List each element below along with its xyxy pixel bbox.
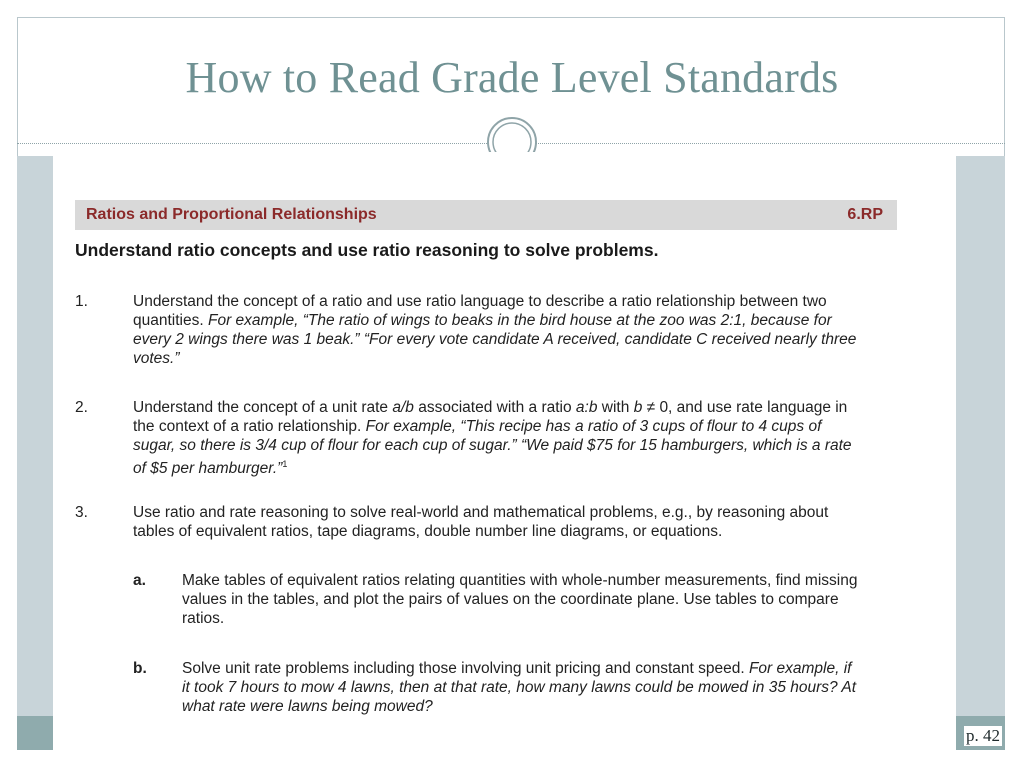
right-band	[956, 156, 1005, 716]
standard-text: with	[601, 399, 630, 416]
standard-text: Understand the concept of a ratio and use ratio language to describe a ratio relationship between two quantities.	[133, 293, 827, 329]
standard-3	[75, 503, 865, 541]
left-band	[17, 156, 53, 716]
slide-title: How to Read Grade Level Standards	[185, 53, 839, 102]
standard-text: Use ratio and rate reasoning to solve real-world and mathematical problems, e.g., by reasoning about tables of equivalent ratios, tape diagrams, double number line diagrams, or equations.	[133, 504, 829, 540]
page-reference: p. 42	[966, 726, 1000, 745]
standard-example: For example, “The ratio of wings to beaks in the bird house at the zoo was 2:1, because for every 2 wings there was 1 beak.” “For every vote candidate A received, candidate C received nearly three votes.”	[133, 312, 857, 367]
standard-3a	[133, 571, 863, 628]
variable: a/b	[392, 399, 414, 416]
standards-excerpt	[53, 156, 956, 750]
domain-title: Ratios and Proportional Relationships	[86, 206, 377, 223]
cluster-heading: Understand ratio concepts and use ratio reasoning to solve problems.	[75, 240, 659, 260]
substandard-text: Make tables of equivalent ratios relating quantities with whole-number measurements, find missing values in the tables, and plot the pairs of values on the coordinate plane. Use tables to compare ratios.	[182, 572, 858, 627]
standard-text: associated with a ratio	[418, 399, 572, 416]
standard-number: 3.	[75, 504, 88, 521]
domain-code: 6.RP	[847, 206, 883, 223]
substandard-text: Solve unit rate problems including those involving unit pricing and constant speed.	[182, 660, 745, 677]
standard-text: Understand the concept of a unit rate	[133, 399, 389, 416]
standard-1	[75, 292, 865, 368]
domain-header	[75, 200, 897, 230]
substandard-letter: b.	[133, 660, 147, 677]
circle-ornament-icon	[484, 112, 540, 152]
standard-number: 1.	[75, 293, 88, 310]
variable: a:b	[575, 399, 598, 416]
standard-2	[75, 398, 865, 478]
substandard-letter: a.	[133, 572, 146, 589]
substandard-example: For example, if it took 7 hours to mow 4 lawns, then at that rate, how many lawns could be mowed in 35 hours? At what rate were lawns being mowed?	[182, 660, 857, 715]
standard-example: For example, “This recipe has a ratio of 3 cups of flour to 4 cups of sugar, so there is 3/4 cup of flour for each cup of sugar.” “We paid $75 for 15 hamburgers, which is a rate of $5 per hamburger.”	[133, 418, 852, 478]
standard-3b	[133, 659, 863, 716]
standard-number: 2.	[75, 399, 88, 416]
footnote-marker: 1	[282, 459, 288, 469]
standard-text: ≠ 0, and use rate language in the context of a ratio relationship.	[133, 399, 848, 435]
variable: b	[633, 399, 643, 416]
